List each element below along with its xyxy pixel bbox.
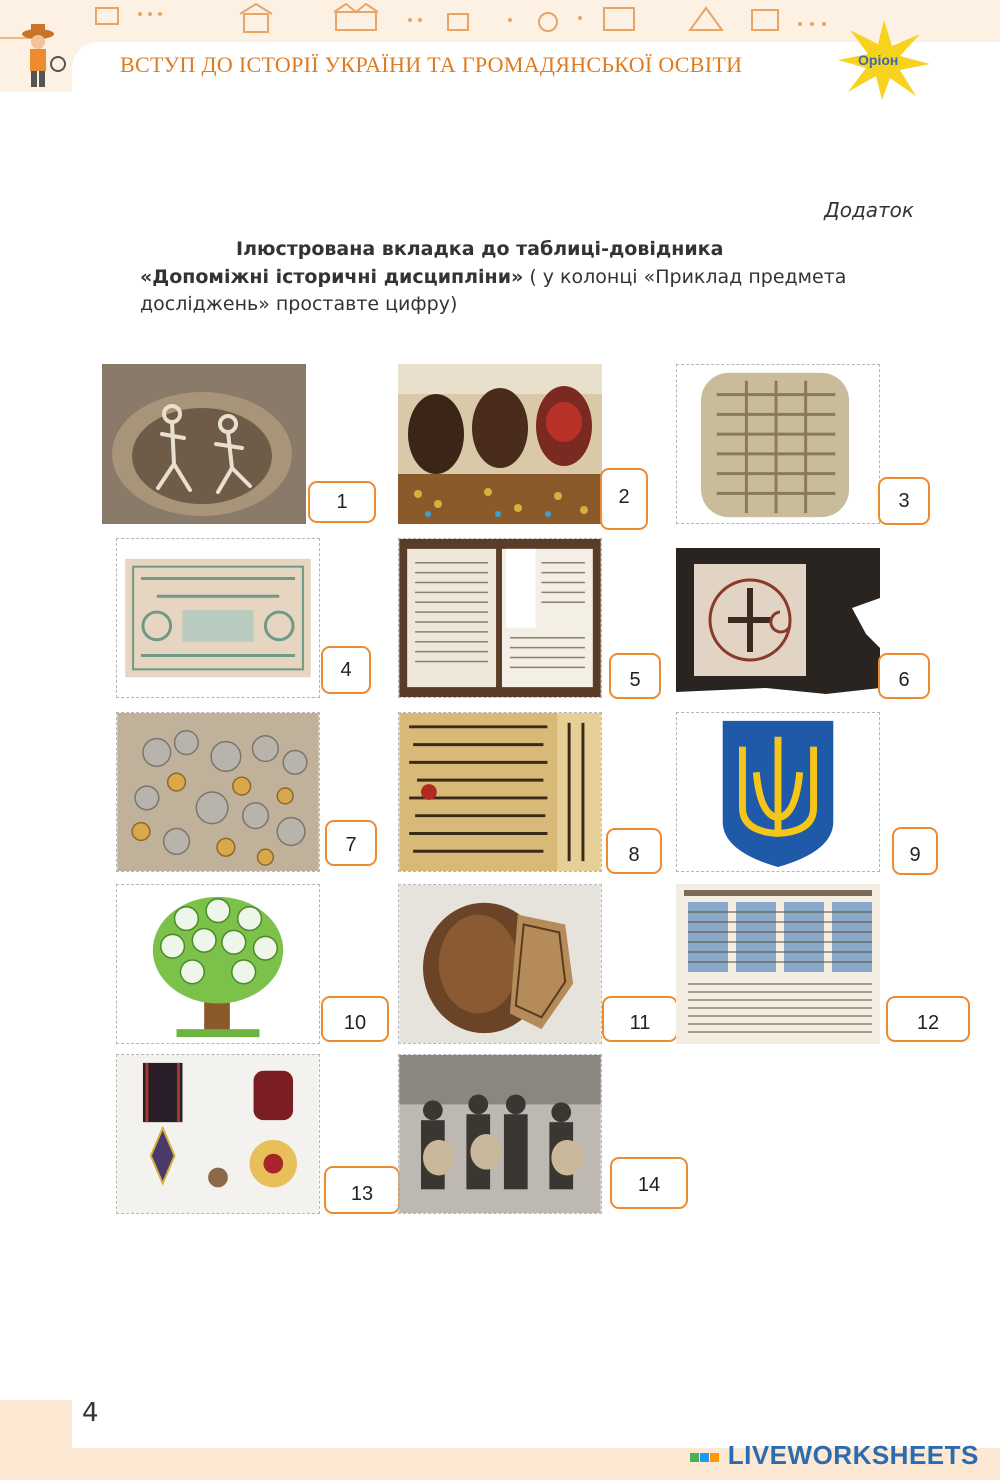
- number-box-7[interactable]: 7: [325, 820, 377, 866]
- heading-line-3: досліджень» проставте цифру): [140, 293, 458, 315]
- number-box-13[interactable]: 13: [324, 1166, 400, 1214]
- liveworksheets-brand-text: LIVEWORKSHEETS: [727, 1440, 979, 1470]
- number-box-6[interactable]: 6: [878, 653, 930, 699]
- calendar-table-picture: [676, 884, 880, 1044]
- image-medals: [116, 1054, 320, 1214]
- number-box-8[interactable]: 8: [606, 828, 662, 874]
- image-painted-faces: [398, 364, 602, 524]
- explorer-icon: [6, 14, 72, 92]
- book-title: ВСТУП ДО ІСТОРІЇ УКРАЇНИ ТА ГРОМАДЯНСЬКОЇ ОСВІТИ: [120, 52, 743, 77]
- hryvnia-banknote-picture: [117, 539, 319, 697]
- cuneiform-tablet-picture: [677, 365, 879, 523]
- image-kobzar-musicians: [398, 1054, 602, 1214]
- medieval-manuscript-picture: [399, 713, 601, 871]
- image-calendar-table: [676, 884, 880, 1044]
- number-box-11[interactable]: 11: [602, 996, 678, 1042]
- image-coin-pile: [116, 712, 320, 872]
- kobzar-musicians-picture: [399, 1055, 601, 1213]
- burial-skeletons-picture: [102, 364, 306, 524]
- image-burial-skeletons: [102, 364, 306, 524]
- heading-bold-part: «Допоміжні історичні дисципліни»: [140, 266, 524, 288]
- number-box-4[interactable]: 4: [321, 646, 371, 694]
- image-cuneiform-tablet: [676, 364, 880, 524]
- page-number: 4: [82, 1398, 99, 1428]
- heading-instruction-part: ( у колонці «Приклад предмета: [523, 266, 847, 288]
- number-box-10[interactable]: 10: [321, 996, 389, 1042]
- image-old-banner: [676, 538, 880, 698]
- coin-pile-picture: [117, 713, 319, 871]
- number-box-1[interactable]: 1: [308, 481, 376, 523]
- image-trident-coat-of-arms: [676, 712, 880, 872]
- heading-line-1: Ілюстрована вкладка до таблиці-довідника: [236, 238, 724, 260]
- number-box-9[interactable]: 9: [892, 827, 938, 875]
- open-old-book-picture: [399, 539, 601, 697]
- image-medieval-manuscript: [398, 712, 602, 872]
- number-box-5[interactable]: 5: [609, 653, 661, 699]
- painted-faces-picture: [398, 364, 602, 524]
- number-box-2[interactable]: 2: [600, 468, 648, 530]
- number-box-14[interactable]: 14: [610, 1157, 688, 1209]
- liveworksheets-logo: [690, 1440, 979, 1471]
- footer-corner: [0, 1400, 72, 1480]
- appendix-label: Додаток: [824, 198, 914, 222]
- publisher-logo-text: Оріон: [858, 52, 899, 68]
- image-wooden-seal: [398, 884, 602, 1044]
- medals-picture: [117, 1055, 319, 1213]
- heading-line-2: [140, 266, 846, 288]
- trident-coat-of-arms-picture: [677, 713, 879, 871]
- family-tree-picture: [117, 885, 319, 1043]
- number-box-12[interactable]: 12: [886, 996, 970, 1042]
- image-open-old-book: [398, 538, 602, 698]
- wooden-seal-picture: [399, 885, 601, 1043]
- number-box-3[interactable]: 3: [878, 477, 930, 525]
- old-banner-picture: [676, 538, 880, 698]
- image-hryvnia-banknote: [116, 538, 320, 698]
- image-family-tree: [116, 884, 320, 1044]
